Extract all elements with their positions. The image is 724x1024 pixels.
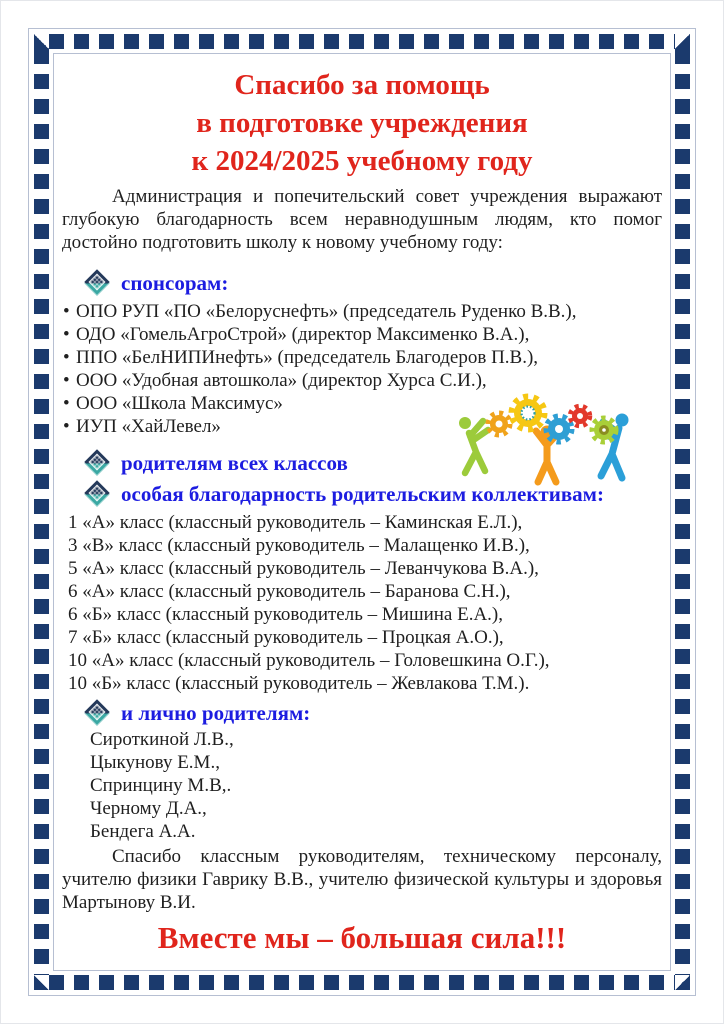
yellow-gear-icon <box>512 397 545 430</box>
intro-paragraph: Администрация и попечительский совет учреждения выражают глубокую благодарность всем неравнодушным людям, кто помог достойно подготовить школу к новому учебному году: <box>62 186 662 253</box>
checker-corner-top-right <box>675 34 690 49</box>
collectives-heading: особая благодарность родительским коллективам: <box>121 482 604 506</box>
personal-heading-row <box>62 700 662 726</box>
class-row: 5 «А» класс (классный руководитель – Леванчукова В.А.), <box>68 558 539 579</box>
diamond-bullet-icon <box>84 269 109 294</box>
green-figure <box>465 421 488 473</box>
sponsor-item: • ООО «Удобная автошкола» (директор Хурса С.И.), <box>62 369 662 392</box>
class-row: 6 «А» класс (классный руководитель – Баранова С.Н.), <box>68 581 511 602</box>
green-gear-icon <box>592 418 616 442</box>
name-row: Цыкунову Е.М., <box>90 752 220 773</box>
checker-corner-top-left <box>34 34 49 49</box>
checker-corner-bottom-right <box>675 975 690 990</box>
orange-gear-icon <box>488 413 510 435</box>
class-row: 7 «Б» класс (классный руководитель – Процкая А.О.), <box>68 627 504 648</box>
teamwork-gears-illustration <box>452 392 648 488</box>
blue-gear-icon <box>546 416 572 442</box>
sponsor-item: • ППО «БелНИПИнефть» (председатель Благодеров П.В.), <box>62 346 662 369</box>
checker-corner-bottom-left <box>34 975 49 990</box>
slogan: Вместе мы – большая сила!!! <box>157 920 567 955</box>
class-row: 10 «Б» класс (классный руководитель – Жевлакова Т.М.). <box>68 673 530 694</box>
diamond-bullet-icon <box>84 449 109 474</box>
page-title <box>62 66 662 180</box>
sponsor-item: • ОПО РУП «ПО «Белоруснефть» (председатель Руденко В.В.), <box>62 300 662 323</box>
personal-heading: и лично родителям: <box>121 701 311 725</box>
diamond-bullet-icon <box>84 699 109 724</box>
name-row: Сироткиной Л.В., <box>90 729 234 750</box>
checker-border-top <box>49 34 675 49</box>
name-row: Бендега А.А. <box>90 821 196 842</box>
diamond-bullet-icon <box>84 480 109 505</box>
sponsor-item: • ООО «Школа Максимус» <box>62 392 662 415</box>
class-row: 3 «В» класс (классный руководитель – Малащенко И.В.), <box>68 535 530 556</box>
personal-names-list <box>62 728 662 843</box>
sponsors-heading: спонсорам: <box>121 271 229 295</box>
sponsor-item: • ИУП «ХайЛевел» <box>62 415 662 438</box>
class-list <box>62 511 662 695</box>
flyer-content <box>57 56 667 956</box>
sponsors-heading-row <box>62 270 662 296</box>
parents-all-heading: родителям всех классов <box>121 451 348 475</box>
class-row: 6 «Б» класс (классный руководитель – Мишина Е.А.), <box>68 604 504 625</box>
checker-border-left <box>34 49 49 975</box>
sponsor-item: • ОДО «ГомельАгроСтрой» (директор Максименко В.А.), <box>62 323 662 346</box>
name-row: Черному Д.А., <box>90 798 207 819</box>
title-line-2: в подготовке учреждения <box>196 107 528 139</box>
closing-paragraph: Спасибо классным руководителям, техническому персоналу, учителю физики Гаврику В.В., учителю физической культуры и здоровья Мартынову В.И. <box>62 846 662 913</box>
name-row: Спринцину М.В,. <box>90 775 232 796</box>
checker-border-right <box>675 49 690 975</box>
class-row: 10 «А» класс (классный руководитель – Головешкина О.Г.), <box>68 650 550 671</box>
class-row: 1 «А» класс (классный руководитель – Каминская Е.Л.), <box>68 512 523 533</box>
title-line-3: к 2024/2025 учебному году <box>191 145 533 177</box>
title-line-1: Спасибо за помощь <box>234 69 490 101</box>
checker-border-bottom <box>49 975 675 990</box>
